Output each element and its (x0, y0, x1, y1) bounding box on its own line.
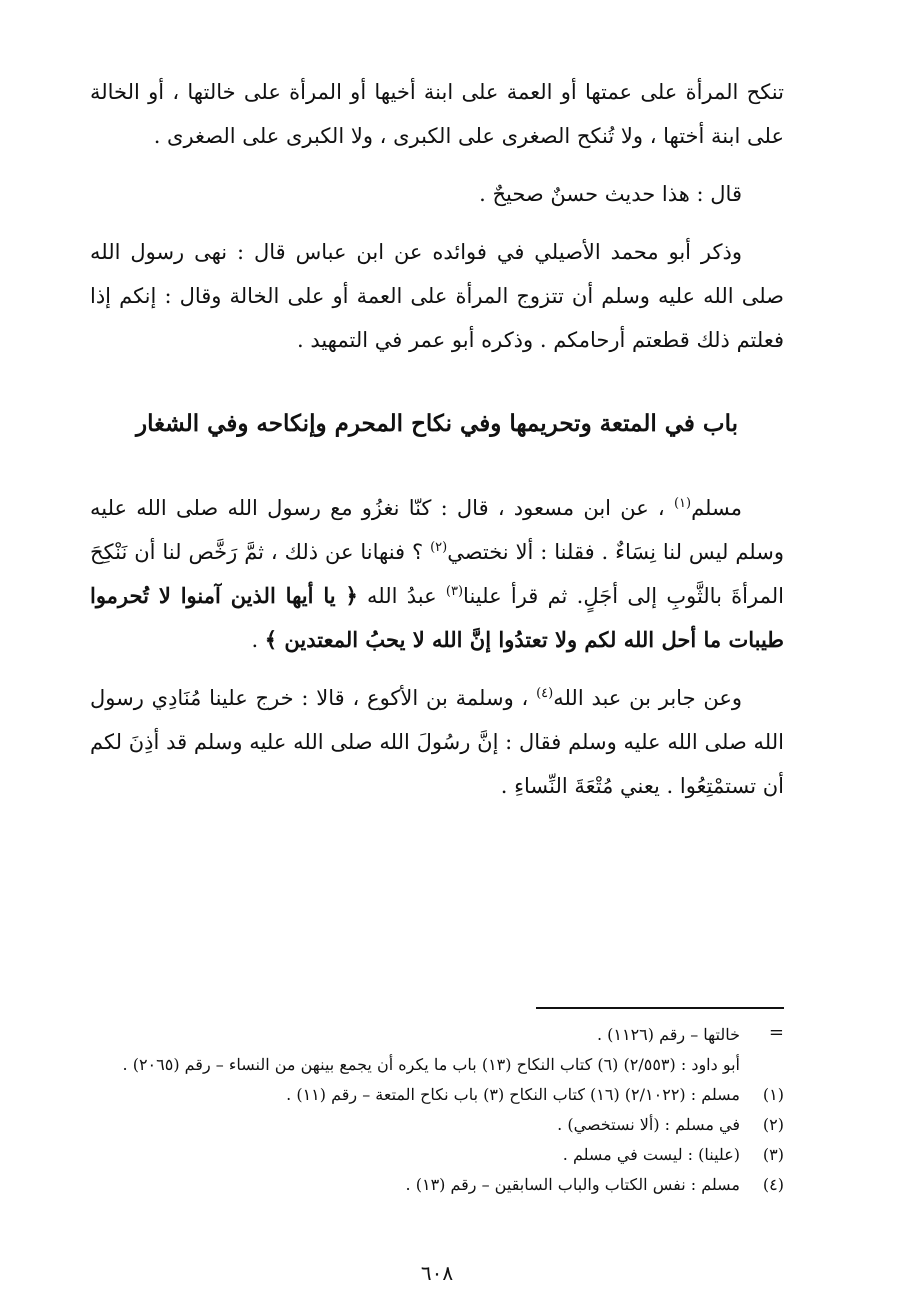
paragraph-ibn-masud-end: . (251, 628, 265, 652)
footnote-number: (٤) (762, 1175, 784, 1194)
paragraph-asili-report (90, 230, 784, 362)
quran-verse: ﴿ يا أيها الذين آمنوا لا تُحرموا طيبات ما أحل الله لكم ولا تعتدُوا إنَّ الله لا يحبُ المعتدين ﴾ (90, 583, 784, 652)
footnote-ref-4[interactable]: (٤) (536, 686, 554, 701)
footnote-item (90, 1080, 784, 1110)
paragraph-jabir (90, 676, 784, 808)
footnote-number: (١) (762, 1085, 784, 1104)
footnote-text: مسلم : نفس الكتاب والباب السابقين – رقم (١٣) . (405, 1175, 740, 1194)
footnote-ref-2[interactable]: (٢) (430, 540, 448, 555)
paragraph-ibn-masud (90, 486, 784, 662)
paragraph-ibn-masud-start: مسلم (691, 496, 742, 520)
footnote-ref-3[interactable]: (٣) (445, 584, 464, 599)
footnote-item (90, 1170, 784, 1200)
paragraph-grading: قال : هذا حديث حسنٌ صحيحٌ . (479, 182, 742, 206)
paragraph-jabir-start: وعن جابر بن عبد الله (553, 686, 742, 710)
paragraph-ibn-masud-part3: عبدُ الله (357, 584, 446, 608)
footnote-continuation-line: أبو داود : (٢/٥٥٣) (٦) كتاب النكاح (١٣) باب ما يكره أن يجمع بينهن من النساء – رقم (٢٠٦٥) . (122, 1055, 740, 1074)
footnote-number: (٣) (762, 1145, 784, 1164)
footnote-item (90, 1110, 784, 1140)
footnotes (90, 1020, 784, 1200)
footnote-text: مسلم : (٢/١٠٢٢) (١٦) كتاب النكاح (٣) باب نكاح المتعة – رقم (١١) . (286, 1085, 740, 1104)
footnote-item (90, 1140, 784, 1170)
footnote-ref-1[interactable]: (١) (673, 496, 692, 511)
paragraph-ibn-masud-part1: ، عن ابن مسعود ، قال : كنّا نغزُو مع رسول الله صلى الله عليه وسلم ليس لنا نِسَاءٌ . فقلنا : ألا نختصي (90, 496, 784, 564)
footnote-continued-marker: = (768, 1022, 784, 1043)
page-number: ٦٠٨ (420, 1261, 454, 1285)
document-page (90, 70, 784, 1285)
footnote-text: (علينا) : ليست في مسلم . (562, 1145, 740, 1164)
footnote-continuation-line: خالتها – رقم (١١٢٦) . (596, 1025, 740, 1044)
paragraph-asili-text: وذكر أبو محمد الأصيلي في فوائده عن ابن عباس قال : نهى رسول الله صلى الله عليه وسلم أن تتزوج المرأة على العمة أو على الخالة وقال : إنكم إذا فعلتم ذلك قطعتم أرحامكم . وذكره أبو عمر في التمهيد . (90, 240, 784, 352)
footnote-number: (٢) (762, 1115, 784, 1134)
paragraph-jabir-rest: ، وسلمة بن الأكوع ، قالا : خرج علينا مُنَادِي رسول الله صلى الله عليه وسلم فقال : إنَّ رسُولَ الله صلى الله عليه وسلم قد أذِنَ لكم أن تستمْتِعُوا . يعني مُتْعَةَ النِّساءِ . (90, 686, 784, 798)
paragraph-ibn-masud-part2: ؟ فنهانا عن ذلك ، ثمَّ رَخَّص لنا أن نَنْكِحَ المرأةَ بالثَّوبِ إلى أجَلٍ. ثم قرأ علينا (90, 540, 784, 608)
footnote-separator (536, 1007, 784, 1009)
chapter-title: باب في المتعة وتحريمها وفي نكاح المحرم وإنكاحه وفي الشغار (136, 410, 738, 437)
paragraph-hadith-continuation: تنكح المرأة على عمتها أو العمة على ابنة أخيها أو المرأة على خالتها ، أو الخالة على ابنة أختها ، ولا تُنكح الصغرى على الكبرى ، ولا الكبرى على الصغرى . (90, 80, 784, 148)
footnote-text: في مسلم : (ألا نستخصي) . (557, 1115, 740, 1134)
